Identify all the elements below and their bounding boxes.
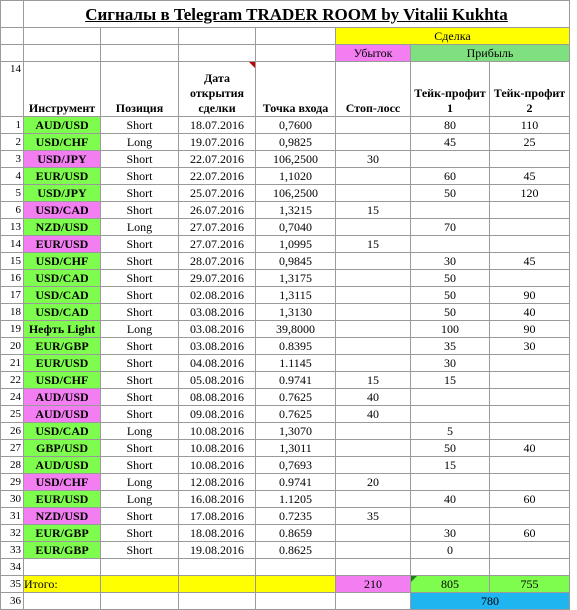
empty-cell[interactable] [179,45,256,62]
position-cell[interactable]: Short [101,525,179,542]
open-date-cell[interactable]: 27.07.2016 [179,236,256,253]
row-number-cell[interactable]: 24 [1,389,24,406]
position-cell[interactable]: Short [101,542,179,559]
table-row [1,508,570,525]
row-number-cell[interactable]: 17 [1,287,24,304]
empty-cell[interactable] [1,28,24,45]
instrument-cell[interactable]: AUD/USD [24,389,101,406]
entry-cell[interactable]: 1,3130 [256,304,336,321]
table-row [1,236,570,253]
table-row [1,134,570,151]
open-date-cell[interactable]: 16.08.2016 [179,491,256,508]
entry-cell[interactable]: 1,0995 [256,236,336,253]
entry-cell[interactable]: 39,8000 [256,321,336,338]
position-cell[interactable]: Short [101,389,179,406]
row-number-cell[interactable]: 18 [1,304,24,321]
take-profit-2-cell[interactable]: 25 [490,134,570,151]
column-header-stop-loss[interactable]: Стоп-лосс [336,62,411,117]
empty-cell[interactable] [24,45,101,62]
total-take-profit-1[interactable]: 805 [411,576,490,593]
empty-cell[interactable] [256,576,336,593]
take-profit-2-cell[interactable]: 110 [490,117,570,134]
row-number-cell[interactable]: 32 [1,525,24,542]
take-profit-2-cell[interactable]: 60 [490,525,570,542]
open-date-cell[interactable]: 03.08.2016 [179,304,256,321]
table-row [1,321,570,338]
open-date-cell[interactable]: 25.07.2016 [179,185,256,202]
empty-cell[interactable] [179,559,256,576]
entry-cell[interactable]: 1,3115 [256,287,336,304]
column-header-take-profit-2[interactable]: Тейк-профит 2 [490,62,570,117]
take-profit-1-cell[interactable] [411,474,490,491]
stop-loss-cell[interactable] [336,525,411,542]
stop-loss-cell[interactable] [336,253,411,270]
row-number-cell[interactable]: 21 [1,355,24,372]
take-profit-2-cell[interactable] [490,457,570,474]
position-cell[interactable]: Short [101,355,179,372]
instrument-cell[interactable]: EUR/GBP [24,338,101,355]
entry-cell[interactable]: 1,3215 [256,202,336,219]
take-profit-2-cell[interactable]: 90 [490,321,570,338]
empty-cell[interactable] [101,576,179,593]
entry-cell[interactable]: 1,3011 [256,440,336,457]
instrument-cell[interactable]: NZD/USD [24,219,101,236]
stop-loss-cell[interactable]: 30 [336,151,411,168]
profit-header[interactable]: Прибыль [411,45,570,62]
stop-loss-cell[interactable] [336,355,411,372]
take-profit-1-cell[interactable]: 30 [411,525,490,542]
empty-cell[interactable] [24,28,101,45]
position-cell[interactable]: Short [101,406,179,423]
table-row [1,406,570,423]
table-row [1,525,570,542]
open-date-cell[interactable]: 29.07.2016 [179,270,256,287]
row-number-cell[interactable]: 33 [1,542,24,559]
table-row [1,355,570,372]
total-take-profit-2[interactable]: 755 [490,576,570,593]
loss-header[interactable]: Убыток [336,45,411,62]
row-number-cell[interactable]: 14 [1,62,24,117]
stop-loss-cell[interactable] [336,168,411,185]
entry-cell[interactable]: 0.7235 [256,508,336,525]
take-profit-2-cell[interactable] [490,474,570,491]
take-profit-1-cell[interactable]: 30 [411,355,490,372]
position-cell[interactable]: Short [101,236,179,253]
stop-loss-cell[interactable]: 35 [336,508,411,525]
entry-cell[interactable]: 0.8625 [256,542,336,559]
table-row [1,542,570,559]
take-profit-1-cell[interactable] [411,236,490,253]
table-row [1,423,570,440]
open-date-cell[interactable]: 03.08.2016 [179,321,256,338]
stop-loss-cell[interactable] [336,304,411,321]
totals-row [1,576,570,593]
instrument-cell[interactable]: USD/JPY [24,185,101,202]
table-row [1,185,570,202]
open-date-cell[interactable]: 28.07.2016 [179,253,256,270]
entry-cell[interactable]: 0,9825 [256,134,336,151]
position-cell[interactable]: Long [101,219,179,236]
open-date-cell[interactable]: 19.08.2016 [179,542,256,559]
table-row [1,304,570,321]
row-number-cell[interactable]: 13 [1,219,24,236]
open-date-cell[interactable]: 22.07.2016 [179,151,256,168]
row-number-cell[interactable]: 3 [1,151,24,168]
take-profit-1-cell[interactable]: 50 [411,287,490,304]
take-profit-1-cell[interactable]: 30 [411,253,490,270]
take-profit-1-cell[interactable]: 70 [411,219,490,236]
table-row [1,253,570,270]
table-row [1,474,570,491]
open-date-cell[interactable]: 09.08.2016 [179,406,256,423]
instrument-cell[interactable]: USD/CAD [24,287,101,304]
instrument-cell[interactable]: USD/CHF [24,253,101,270]
take-profit-1-cell[interactable]: 80 [411,117,490,134]
take-profit-2-cell[interactable]: 45 [490,168,570,185]
position-cell[interactable]: Long [101,423,179,440]
instrument-cell[interactable]: EUR/USD [24,236,101,253]
take-profit-1-cell[interactable]: 100 [411,321,490,338]
stop-loss-cell[interactable]: 15 [336,236,411,253]
instrument-cell[interactable]: USD/CAD [24,304,101,321]
stop-loss-cell[interactable] [336,457,411,474]
take-profit-1-cell[interactable]: 60 [411,168,490,185]
take-profit-2-cell[interactable] [490,219,570,236]
take-profit-1-cell[interactable]: 15 [411,457,490,474]
entry-cell[interactable]: 0,7693 [256,457,336,474]
row-number-cell[interactable]: 15 [1,253,24,270]
take-profit-1-cell[interactable]: 0 [411,542,490,559]
position-cell[interactable]: Short [101,304,179,321]
entry-cell[interactable]: 1,3070 [256,423,336,440]
stop-loss-cell[interactable] [336,219,411,236]
empty-cell[interactable] [101,45,179,62]
take-profit-2-cell[interactable] [490,202,570,219]
instrument-cell[interactable]: AUD/USD [24,117,101,134]
position-cell[interactable]: Long [101,474,179,491]
take-profit-1-cell[interactable]: 40 [411,491,490,508]
take-profit-1-cell[interactable]: 45 [411,134,490,151]
table-row [1,559,570,576]
open-date-cell[interactable]: 18.07.2016 [179,117,256,134]
table-row [1,117,570,134]
empty-cell[interactable] [24,593,101,610]
take-profit-1-cell[interactable]: 50 [411,185,490,202]
row-number-cell[interactable]: 6 [1,202,24,219]
empty-cell[interactable] [101,28,179,45]
take-profit-2-cell[interactable] [490,389,570,406]
instrument-cell[interactable]: USD/CHF [24,474,101,491]
table-row [1,287,570,304]
position-cell[interactable]: Short [101,168,179,185]
empty-cell[interactable] [256,593,336,610]
empty-cell[interactable] [24,559,101,576]
instrument-cell[interactable]: Нефть Light [24,321,101,338]
take-profit-1-cell[interactable]: 50 [411,304,490,321]
open-date-cell[interactable]: 19.07.2016 [179,134,256,151]
row-number-cell[interactable]: 26 [1,423,24,440]
stop-loss-cell[interactable]: 20 [336,474,411,491]
stop-loss-cell[interactable]: 15 [336,202,411,219]
position-cell[interactable]: Long [101,134,179,151]
take-profit-1-cell[interactable]: 50 [411,270,490,287]
table-row [1,491,570,508]
open-date-cell[interactable]: 10.08.2016 [179,457,256,474]
empty-cell[interactable] [179,593,256,610]
entry-cell[interactable]: 1,1020 [256,168,336,185]
empty-cell[interactable] [101,559,179,576]
take-profit-2-cell[interactable] [490,542,570,559]
open-date-cell[interactable]: 17.08.2016 [179,508,256,525]
empty-cell[interactable] [179,576,256,593]
open-date-cell[interactable]: 08.08.2016 [179,389,256,406]
position-cell[interactable]: Short [101,287,179,304]
entry-cell[interactable]: 1.1205 [256,491,336,508]
position-cell[interactable]: Short [101,185,179,202]
take-profit-2-cell[interactable] [490,423,570,440]
row-number-cell[interactable]: 14 [1,236,24,253]
row-number-cell[interactable]: 34 [1,559,24,576]
table-row [1,219,570,236]
open-date-cell[interactable]: 12.08.2016 [179,474,256,491]
entry-cell[interactable]: 0.8659 [256,525,336,542]
position-cell[interactable]: Short [101,253,179,270]
table-row [1,168,570,185]
row-number-cell[interactable]: 31 [1,508,24,525]
instrument-cell[interactable]: USD/CAD [24,270,101,287]
row-number-cell[interactable]: 4 [1,168,24,185]
instrument-cell[interactable]: USD/CAD [24,202,101,219]
take-profit-2-cell[interactable]: 120 [490,185,570,202]
table-row [1,151,570,168]
column-header-entry[interactable]: Точка входа [256,62,336,117]
table-row [1,372,570,389]
row-number-cell[interactable]: 36 [1,593,24,610]
row-number-cell[interactable]: 19 [1,321,24,338]
take-profit-2-cell[interactable]: 40 [490,440,570,457]
row-number-cell[interactable]: 1 [1,117,24,134]
take-profit-2-cell[interactable]: 40 [490,304,570,321]
row-number-cell[interactable]: 27 [1,440,24,457]
stop-loss-cell[interactable] [336,440,411,457]
row-number-cell[interactable]: 28 [1,457,24,474]
take-profit-1-cell[interactable]: 35 [411,338,490,355]
take-profit-1-cell[interactable] [411,151,490,168]
empty-cell[interactable] [256,45,336,62]
open-date-cell[interactable]: 04.08.2016 [179,355,256,372]
position-cell[interactable]: Short [101,372,179,389]
take-profit-2-cell[interactable]: 90 [490,287,570,304]
row-number-cell[interactable]: 30 [1,491,24,508]
grand-total-row [1,593,570,610]
open-date-cell[interactable]: 18.08.2016 [179,525,256,542]
entry-cell[interactable]: 0.7625 [256,406,336,423]
stop-loss-cell[interactable] [336,491,411,508]
take-profit-2-cell[interactable] [490,508,570,525]
instrument-cell[interactable]: GBP/USD [24,440,101,457]
take-profit-2-cell[interactable] [490,355,570,372]
stop-loss-cell[interactable]: 40 [336,406,411,423]
take-profit-1-cell[interactable] [411,202,490,219]
instrument-cell[interactable]: EUR/GBP [24,542,101,559]
stop-loss-cell[interactable] [336,321,411,338]
open-date-cell[interactable]: 27.07.2016 [179,219,256,236]
row-number-cell[interactable]: 20 [1,338,24,355]
column-header-instrument[interactable]: Инструмент [24,62,101,117]
entry-cell[interactable]: 1,3175 [256,270,336,287]
empty-cell[interactable] [1,45,24,62]
position-cell[interactable]: Short [101,151,179,168]
stop-loss-cell[interactable] [336,117,411,134]
grand-total-profit[interactable]: 780 [411,593,570,610]
open-date-cell[interactable]: 02.08.2016 [179,287,256,304]
empty-cell[interactable] [179,28,256,45]
take-profit-1-cell[interactable] [411,406,490,423]
empty-cell[interactable] [256,559,336,576]
sheet-title[interactable]: Сигналы в Telegram TRADER ROOM by Vitalii Kukhta [24,1,570,28]
take-profit-1-cell[interactable]: 5 [411,423,490,440]
open-date-cell[interactable]: 03.08.2016 [179,338,256,355]
empty-cell[interactable] [490,559,570,576]
open-date-cell[interactable]: 26.07.2016 [179,202,256,219]
column-header-open-date[interactable]: Дата открытия сделки [179,62,256,117]
position-cell[interactable]: Short [101,270,179,287]
row-number-cell[interactable]: 16 [1,270,24,287]
deal-group-header[interactable]: Сделка [336,28,570,45]
take-profit-1-cell[interactable] [411,508,490,525]
take-profit-2-cell[interactable] [490,151,570,168]
take-profit-2-cell[interactable] [490,406,570,423]
stop-loss-cell[interactable] [336,542,411,559]
empty-cell[interactable] [336,559,411,576]
totals-label[interactable]: Итого: [24,576,101,593]
entry-cell[interactable]: 0.9741 [256,474,336,491]
stop-loss-cell[interactable] [336,185,411,202]
row-number-cell[interactable]: 35 [1,576,24,593]
entry-cell[interactable]: 0.8395 [256,338,336,355]
table-row [1,202,570,219]
stop-loss-cell[interactable] [336,287,411,304]
take-profit-1-cell[interactable] [411,389,490,406]
total-stop-loss[interactable]: 210 [336,576,411,593]
row-number-cell[interactable]: 29 [1,474,24,491]
take-profit-2-cell[interactable] [490,236,570,253]
take-profit-2-cell[interactable]: 60 [490,491,570,508]
position-cell[interactable]: Long [101,321,179,338]
position-cell[interactable]: Short [101,117,179,134]
stop-loss-cell[interactable] [336,338,411,355]
column-header-take-profit-1[interactable]: Тейк-профит 1 [411,62,490,117]
row-number-cell[interactable]: 5 [1,185,24,202]
take-profit-2-cell[interactable] [490,270,570,287]
entry-cell[interactable]: 106,2500 [256,151,336,168]
position-cell[interactable]: Short [101,440,179,457]
instrument-cell[interactable]: AUD/USD [24,406,101,423]
take-profit-1-cell[interactable]: 50 [411,440,490,457]
entry-cell[interactable]: 0.7625 [256,389,336,406]
instrument-cell[interactable]: NZD/USD [24,508,101,525]
take-profit-1-cell[interactable]: 15 [411,372,490,389]
table-row [1,270,570,287]
take-profit-2-cell[interactable]: 45 [490,253,570,270]
position-cell[interactable]: Long [101,491,179,508]
position-cell[interactable]: Short [101,457,179,474]
instrument-cell[interactable]: EUR/GBP [24,525,101,542]
position-cell[interactable]: Short [101,202,179,219]
row-number-cell[interactable]: 22 [1,372,24,389]
empty-cell[interactable] [336,593,411,610]
empty-cell[interactable] [411,559,490,576]
table-row [1,338,570,355]
position-cell[interactable]: Short [101,508,179,525]
take-profit-2-cell[interactable]: 30 [490,338,570,355]
open-date-cell[interactable]: 05.08.2016 [179,372,256,389]
stop-loss-cell[interactable] [336,423,411,440]
open-date-cell[interactable]: 22.07.2016 [179,168,256,185]
instrument-cell[interactable]: USD/CAD [24,423,101,440]
open-date-cell[interactable]: 10.08.2016 [179,423,256,440]
row-number-cell[interactable]: 25 [1,406,24,423]
entry-cell[interactable]: 0,7600 [256,117,336,134]
instrument-cell[interactable]: EUR/USD [24,168,101,185]
stop-loss-cell[interactable] [336,134,411,151]
instrument-cell[interactable]: EUR/USD [24,355,101,372]
open-date-cell[interactable]: 10.08.2016 [179,440,256,457]
instrument-cell[interactable]: USD/CHF [24,134,101,151]
column-header-position[interactable]: Позиция [101,62,179,117]
instrument-cell[interactable]: EUR/USD [24,491,101,508]
position-cell[interactable]: Short [101,338,179,355]
stop-loss-cell[interactable] [336,270,411,287]
table-row [1,457,570,474]
entry-cell[interactable]: 0,7040 [256,219,336,236]
stop-loss-cell[interactable]: 15 [336,372,411,389]
entry-cell[interactable]: 1.1145 [256,355,336,372]
empty-cell[interactable] [256,28,336,45]
entry-cell[interactable]: 0.9741 [256,372,336,389]
instrument-cell[interactable]: USD/CHF [24,372,101,389]
empty-cell[interactable] [101,593,179,610]
row-number-cell[interactable] [1,1,24,28]
stop-loss-cell[interactable]: 40 [336,389,411,406]
entry-cell[interactable]: 0,9845 [256,253,336,270]
row-number-cell[interactable]: 2 [1,134,24,151]
table-row [1,389,570,406]
table-row [1,440,570,457]
instrument-cell[interactable]: USD/JPY [24,151,101,168]
take-profit-2-cell[interactable] [490,372,570,389]
instrument-cell[interactable]: AUD/USD [24,457,101,474]
entry-cell[interactable]: 106,2500 [256,185,336,202]
